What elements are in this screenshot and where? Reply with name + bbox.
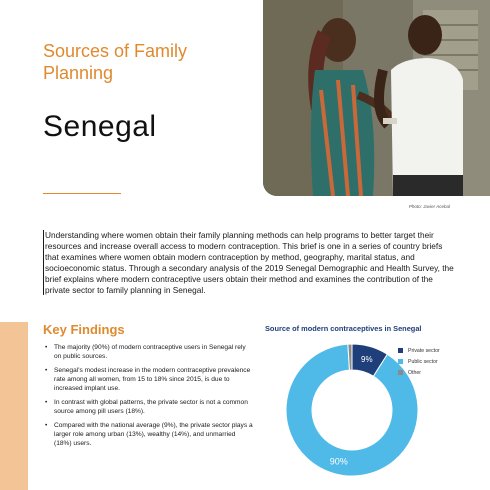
donut-label: 90% (329, 456, 348, 467)
legend-label: Other (408, 369, 421, 376)
finding-item: • Senegal's modest increase in the modern contraceptive prevalence rate among all women, from 15 to 18% since 2015, is due to increased implant use. (43, 366, 253, 393)
finding-item: • In contrast with global patterns, the private sector is not a common source among pill users (18%). (43, 398, 253, 416)
legend-item-public (398, 356, 440, 367)
key-findings-list (43, 343, 253, 453)
legend-label: Private sector (408, 347, 440, 354)
chart-legend (398, 345, 440, 378)
accent-divider (43, 193, 121, 194)
photo-credit: Photo: Javier Acebal (408, 204, 450, 209)
legend-swatch (398, 348, 403, 353)
report-subtitle: Sources of Family Planning (43, 41, 188, 83)
finding-item: • The majority (90%) of modern contraceptive users in Senegal rely on public sources. (43, 343, 253, 361)
intro-paragraph: Understanding where women obtain their family planning methods can help programs to better target their resources and increase overall access to modern contraception. This brief is one in a series of country briefs that examines where women obtain modern contraception by method, geography, marital status, and socioeconomic status. Through a secondary analysis of the 2019 Senegal Demographic and Health Survey, the brief explains where modern contraceptive users obtain their method and examines the contribution of the private sector to family planning in Senegal. (43, 230, 457, 295)
legend-swatch (398, 359, 403, 364)
side-accent-bar (0, 322, 28, 490)
donut-label: 9% (361, 355, 373, 365)
country-title: Senegal (43, 110, 157, 143)
cover-photo-illustration (263, 0, 490, 196)
key-findings-title: Key Findings (43, 322, 125, 337)
finding-item: • Compared with the national average (9%), the private sector plays a larger role among urban (13%), wealthy (14%), and unmarried (18%) users. (43, 421, 253, 448)
cover-photo (263, 0, 490, 196)
chart-title: Source of modern contraceptives in Senegal (265, 324, 422, 333)
legend-item-private (398, 345, 440, 356)
legend-swatch (398, 370, 403, 375)
legend-label: Public sector (408, 358, 438, 365)
legend-item-other (398, 367, 440, 378)
